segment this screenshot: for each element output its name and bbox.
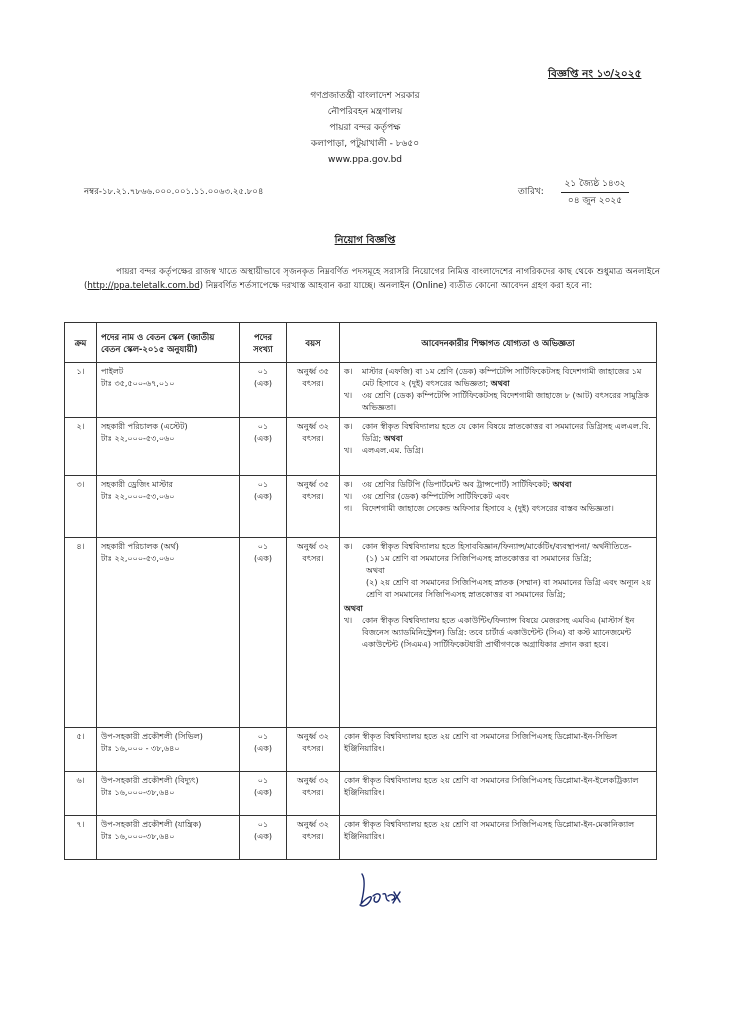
row-age: অনুর্ধ্ব ৩২ বৎসর।	[287, 418, 340, 476]
table-row	[65, 816, 657, 860]
row-serial: ৬।	[65, 772, 97, 816]
post-count-word: (এক)	[254, 744, 272, 753]
post-name: উপ-সহকারী প্রকৌশলী (সিভিল)	[101, 732, 203, 741]
row-age: অনুর্ধ্ব ৩২ বৎসর।	[287, 816, 340, 860]
row-count	[240, 418, 287, 476]
row-post	[97, 476, 240, 538]
qual-mark: গ।	[344, 504, 353, 513]
header-address: কলাপাড়া, পটুয়াখালী - ৮৬৫০	[310, 139, 420, 149]
qual-text: কোন স্বীকৃত বিশ্ববিদ্যালয় হতে একাউন্টিং/ফিন্যান্স বিষয়ে মেজরসহ এমবিএ (মাস্টার্স ইন বিজনেস অ্যাডমিনিস্ট্রেশন) ডিগ্রি: তবে চার্টার্ড একাউন্টেন্ট (সিএ) বা কস্ট ম্যানেজমেন্ট একাউন্টেন্ট (সিএমএ) সার্টিফিকেটধারী প্রার্থীগণকে অগ্রাধিকার প্রদান করা হবে।	[362, 616, 635, 649]
qual-mark: ক।	[344, 480, 353, 489]
qual-mark: ক।	[344, 422, 353, 431]
row-count	[240, 728, 287, 772]
row-serial: ২।	[65, 418, 97, 476]
intro-text-2: ) নিম্নবর্ণিত শর্তসাপেক্ষে দরখাস্ত আহবান করা যাচ্ছে। অনলাইন (Online) ব্যতীত কোনো আবেদন গ্রহণ করা হবে না:	[199, 281, 593, 291]
teletalk-link[interactable]: http://ppa.teletalk.com.bd	[87, 281, 200, 291]
qual-mark: খ।	[344, 391, 353, 400]
table-row	[65, 418, 657, 476]
row-post	[97, 363, 240, 418]
row-serial: ৭।	[65, 816, 97, 860]
table-row	[65, 363, 657, 418]
intro-paragraph	[84, 265, 660, 293]
row-age: অনুর্ধ্ব ৩২ বৎসর।	[287, 538, 340, 728]
row-serial: ৩।	[65, 476, 97, 538]
row-count	[240, 538, 287, 728]
row-serial: ১।	[65, 363, 97, 418]
post-count: ০১	[257, 480, 269, 489]
pay-scale: টাঃ ১৬,০০০-৩৮,৬৪০	[101, 788, 175, 797]
row-age: অনুর্ধ্ব ৩২ বৎসর।	[287, 772, 340, 816]
pay-scale: টাঃ ৩৫,৫০০-৬৭,০১০	[101, 379, 175, 388]
qual-or: অথবা	[383, 434, 403, 443]
row-post	[97, 772, 240, 816]
row-post	[97, 538, 240, 728]
pay-scale: টাঃ ২২,০০০-৫৩,০৬০	[101, 554, 175, 563]
row-qualification	[340, 538, 657, 728]
row-count	[240, 772, 287, 816]
row-post	[97, 418, 240, 476]
qual-text: বিদেশগামী জাহাজে সেকেন্ড অফিসার হিসাবে ২ (দুই) বৎসরের বাস্তব অভিজ্ঞতা।	[362, 504, 614, 513]
row-qualification: কোন স্বীকৃত বিশ্ববিদ্যালয় হতে ২য় শ্রেণি বা সমমানের সিজিপিএসহ ডিপ্লোমা-ইন-ইলেকট্রিক্যাল ইঞ্জিনিয়ারিং।	[340, 772, 657, 816]
qual-text: কোন স্বীকৃত বিশ্ববিদ্যালয় হতে যে কোন বিষয়ে স্নাতকোত্তর বা সমমানের ডিগ্রিসহ এলএল.বি. ডিগ্রি;	[362, 422, 651, 443]
row-qualification: কোন স্বীকৃত বিশ্ববিদ্যালয় হতে ২য় শ্রেণি বা সমমানের সিজিপিএসহ ডিপ্লোমা-ইন-সিভিল ইঞ্জিনিয়ারিং।	[340, 728, 657, 772]
vacancy-table	[64, 322, 657, 860]
post-count: ০১	[257, 542, 269, 551]
qual-text: মাস্টার (এফজি) বা ১ম শ্রেণি (ডেক) কম্পিটেন্সি সার্টিফিকেটসহ বিদেশগামী জাহাজের ১ম মেট হিসাবে ২ (দুই) বৎসরের অভিজ্ঞতা;	[362, 367, 642, 388]
post-name: উপ-সহকারী প্রকৌশলী (যান্ত্রিক)	[101, 820, 202, 829]
header-qualification: আবেদনকারীর শিক্ষাগত যোগ্যতা ও অভিজ্ঞতা	[340, 323, 657, 363]
qual-text: ৩য় শ্রেণি (ডেক) কম্পিটেন্সি সার্টিফিকেটসহ বিদেশগামী জাহাজে ৮ (আট) বৎসরের সামুদ্রিক অভিজ্ঞতা।	[362, 391, 649, 412]
row-qualification	[340, 476, 657, 538]
header-authority: পায়রা বন্দর কর্তৃপক্ষ	[329, 123, 401, 133]
row-count	[240, 816, 287, 860]
qual-mark: খ।	[344, 616, 353, 625]
qual-mark: খ।	[344, 446, 353, 455]
post-count-word: (এক)	[254, 379, 272, 388]
post-name: সহকারী পরিচালক (অর্থ)	[101, 542, 179, 551]
qual-or: অথবা	[490, 379, 510, 388]
pay-scale: টাঃ ১৬,০০০-৩৮,৬৪০	[101, 832, 175, 841]
header-count: পদের সংখ্যা	[240, 323, 287, 363]
row-age: অনুর্ধ্ব ৩২ বৎসর।	[287, 728, 340, 772]
post-name: পাইলট	[101, 367, 124, 376]
row-age: অনুর্ধ্ব ৩৫ বৎসর।	[287, 476, 340, 538]
qual-text: এলএল.এম. ডিগ্রি।	[362, 446, 424, 455]
qual-mark: খ।	[344, 492, 353, 501]
post-name: সহকারী পরিচালক (এস্টেট)	[101, 422, 188, 431]
post-count: ০১	[257, 367, 269, 376]
qual-sub-item: (১) ১ম শ্রেণি বা সমমানের সিজিপিএসহ স্নাতকোত্তর বা সমমানের ডিগ্রি;	[366, 554, 592, 563]
post-count: ০১	[257, 776, 269, 785]
qual-or-separator: অথবা	[344, 604, 363, 613]
qual-or: অথবা	[552, 480, 572, 489]
qual-text: কোন স্বীকৃত বিশ্ববিদ্যালয় হতে হিসাববিজ্ঞান/ফিন্যান্স/মার্কেটিং/ব্যবস্থাপনা/ অর্থনীতিতে-	[362, 542, 632, 551]
date-block	[561, 178, 629, 208]
post-count-word: (এক)	[254, 492, 272, 501]
row-qualification	[340, 363, 657, 418]
post-count-word: (এক)	[254, 788, 272, 797]
qual-mark: ক।	[344, 542, 353, 551]
post-count-word: (এক)	[254, 832, 272, 841]
header-ministry: নৌপরিবহন মন্ত্রণালয়	[327, 107, 403, 117]
row-qualification	[340, 418, 657, 476]
post-name: উপ-সহকারী প্রকৌশলী (বিদ্যুৎ)	[101, 776, 199, 785]
date-label: তারিখ:	[518, 187, 544, 197]
notice-number: বিজ্ঞপ্তি নং ১৩/২০২৫	[548, 68, 642, 80]
memo-number: নম্বর-১৮.২১.৭৮৬৬.০০০.০০১.১১.০০৬৩.২৫.৮০৪	[84, 187, 264, 197]
qual-mark: ক।	[344, 367, 353, 376]
row-post	[97, 816, 240, 860]
header-post: পদের নাম ও বেতন স্কেল (জাতীয় বেতন স্কেল-২০১৫ অনুযায়ী)	[97, 323, 240, 363]
table-row	[65, 476, 657, 538]
office-header	[255, 88, 475, 168]
pay-scale: টাঃ ২২,০০০-৫৩,০৬০	[101, 434, 175, 443]
header-website: www.ppa.gov.bd	[327, 155, 403, 165]
qual-sub-or: অথবা	[366, 566, 385, 575]
qual-text: ৩য় শ্রেণির (ডেক) কম্পিটেন্সি সার্টিফিকেট এবং	[362, 492, 510, 501]
pay-scale: টাঃ ১৬,০০০ - ৩৮,৬৪০	[101, 744, 180, 753]
row-age: অনুর্ধ্ব ৩৫ বৎসর।	[287, 363, 340, 418]
header-age: বয়স	[287, 323, 340, 363]
table-header-row	[65, 323, 657, 363]
signature	[356, 870, 402, 912]
date-bangla: ২১ জ্যৈষ্ঠ ১৪৩২	[561, 178, 629, 193]
intro-text-1: পায়রা বন্দর কর্তৃপক্ষের রাজস্ব খাতে অস্থায়ীভাবে সৃজনকৃত নিম্নবর্ণিত পদসমূহে সরাসরি নিয়োগের নিমিত্ত বাংলাদেশের নাগরিকদের কাছ থেকে শুধুমাত্র অনলাইনে (	[84, 267, 660, 291]
header-government: গণপ্রজাতন্ত্রী বাংলাদেশ সরকার	[310, 91, 420, 101]
post-count-word: (এক)	[254, 434, 272, 443]
pay-scale: টাঃ ২২,০০০-৫৩,০৬০	[101, 492, 175, 501]
qual-sub-item: (২) ২য় শ্রেণি বা সমমানের সিজিপিএসহ স্নাতক (সম্মান) বা সমমানের ডিগ্রি এবং অন্যূন ২য় শ্রেণি বা সমমানের সিজিপিএসহ স্নাতকোত্তর বা সমমানের ডিগ্রি;	[366, 578, 651, 599]
post-count-word: (এক)	[254, 554, 272, 563]
table-row	[65, 538, 657, 728]
post-count: ০১	[257, 422, 269, 431]
post-count: ০১	[257, 820, 269, 829]
row-post	[97, 728, 240, 772]
page-title: নিয়োগ বিজ্ঞপ্তি	[334, 235, 396, 246]
row-qualification: কোন স্বীকৃত বিশ্ববিদ্যালয় হতে ২য় শ্রেণি বা সমমানের সিজিপিএসহ ডিপ্লোমা-ইন-মেকানিক্যাল ইঞ্জিনিয়ারিং।	[340, 816, 657, 860]
row-count	[240, 363, 287, 418]
post-count: ০১	[257, 732, 269, 741]
row-serial: ৪।	[65, 538, 97, 728]
post-name: সহকারী ড্রেজিং মাস্টার	[101, 480, 173, 489]
qual-text: ৩য় শ্রেণির ডিটিপি (ডিপার্টমেন্ট অব ট্রান্সপোর্ট) সার্টিফিকেট;	[362, 480, 551, 489]
table-row	[65, 728, 657, 772]
row-serial: ৫।	[65, 728, 97, 772]
date-english: ০৪ জুন ২০২৫	[567, 196, 623, 206]
row-count	[240, 476, 287, 538]
table-row	[65, 772, 657, 816]
header-serial: ক্রম	[65, 323, 97, 363]
